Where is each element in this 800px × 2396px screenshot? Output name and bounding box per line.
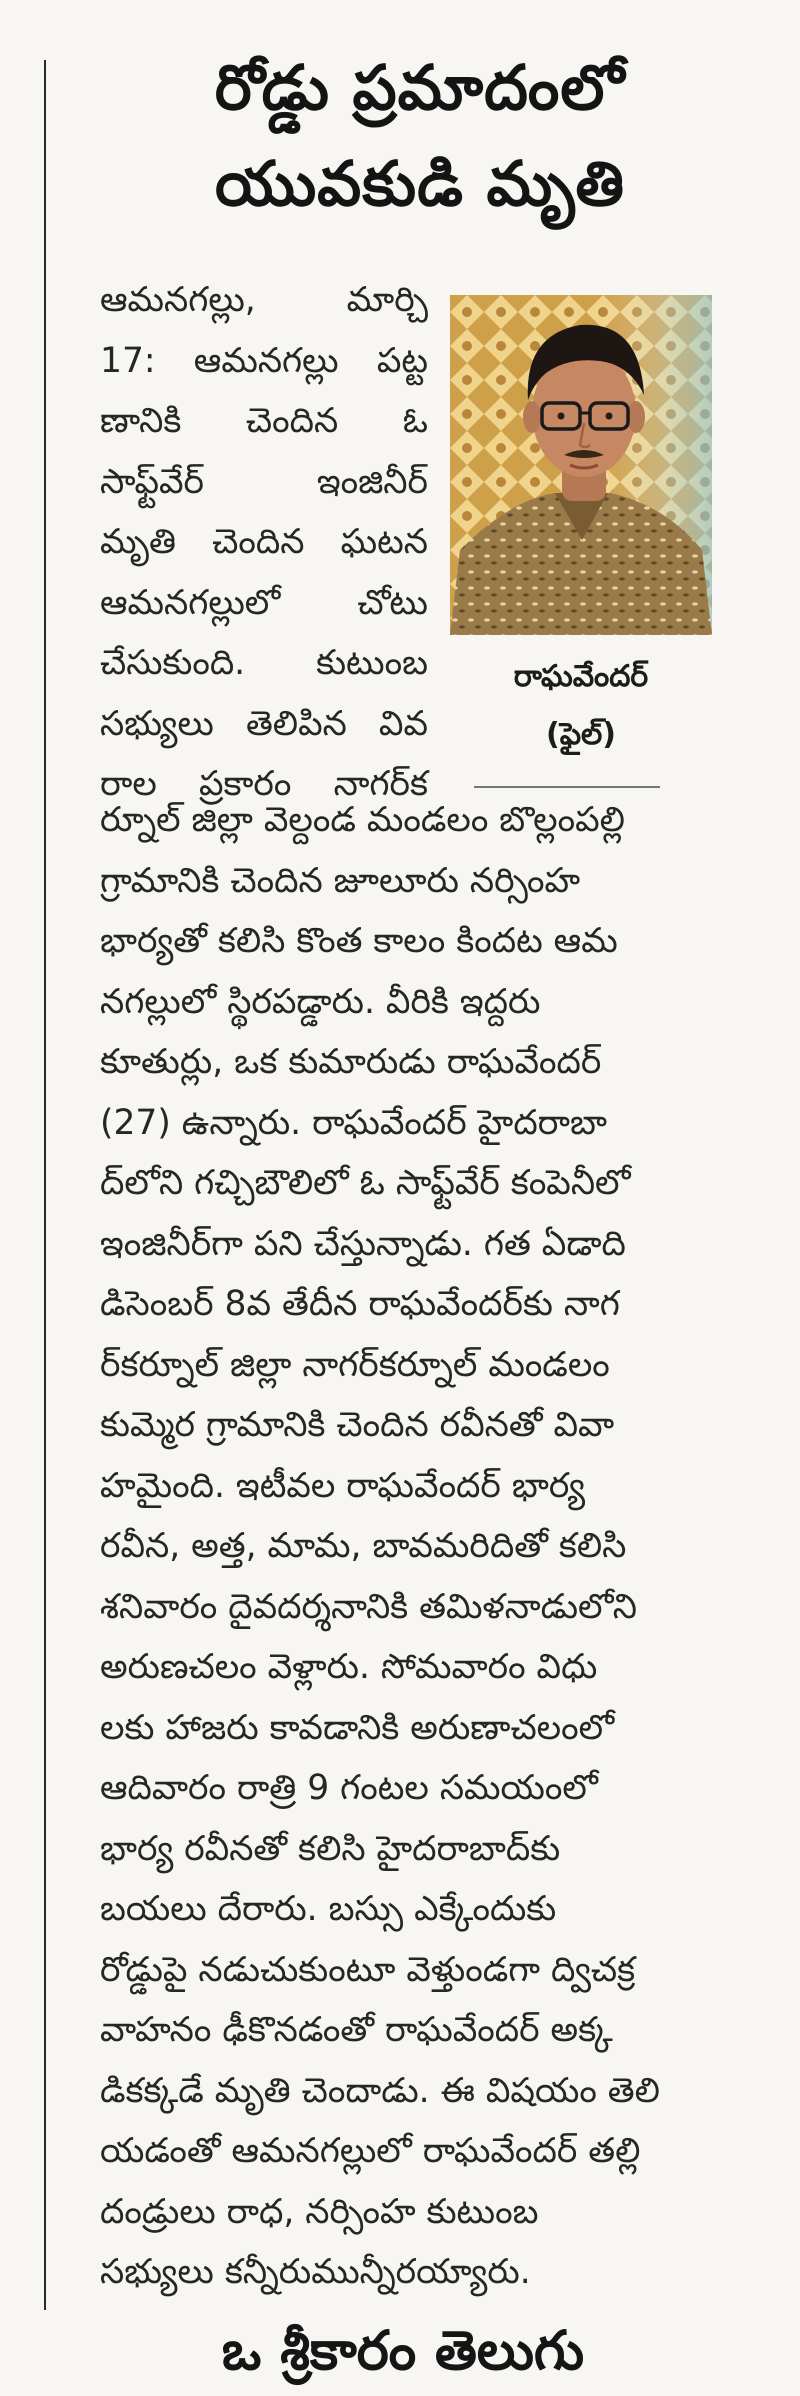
body-line: నగల్లులో స్థిరపడ్డారు. వీరికి ఇద్దరు — [100, 981, 541, 1022]
body-line: డిసెంబర్ 8వ తేదీన రాఘవేందర్‌కు నాగ — [100, 1284, 620, 1324]
body-line: శనివారం దైవదర్శనానికి తమిళనాడులోని — [100, 1586, 637, 1627]
body-line: యడంతో ఆమనగల్లులో రాఘవేందర్ తల్లి — [100, 2131, 641, 2171]
body-line: సభ్యులు తెలిపిన వివ — [100, 703, 428, 744]
body-line: సాఫ్ట్‌వేర్ ఇంజినీర్ — [100, 461, 428, 502]
photo-caption — [450, 648, 712, 764]
caption-name: రాఘవేందర్ — [513, 659, 649, 694]
body-line: కూతుర్లు, ఒక కుమారుడు రాఘవేందర్ — [100, 1042, 602, 1082]
body-line: దండ్రులు రాధ, నర్సింహ కుటుంబ — [100, 2191, 539, 2232]
body-line: రవీన, అత్త, మామ, బావమరిదితో కలిసి — [100, 1526, 627, 1566]
article-body-top — [100, 270, 428, 815]
caption-divider — [474, 786, 660, 788]
body-line: సభ్యులు కన్నీరుమున్నీరయ్యారు. — [100, 2252, 531, 2292]
headline-line-1: రోడ్డు ప్రమాదంలో — [214, 51, 626, 124]
column-rule — [44, 60, 46, 2310]
next-article-title-cutoff: ఒ శ్రీకారం తెలుగు — [221, 2319, 585, 2382]
body-line: భార్య రవీనతో కలిసి హైదరాబాద్‌కు — [100, 1828, 561, 1869]
body-line: రాల ప్రకారం నాగర్‌క — [100, 764, 428, 804]
body-line: గ్రామానికి చెందిన జూలూరు నర్సింహ — [100, 860, 581, 901]
body-line: 17: ఆమనగల్లు పట్ట — [100, 340, 428, 381]
body-line: ఆమనగల్లులో చోటు — [100, 582, 428, 623]
body-line: లకు హాజరు కావడానికి అరుణాచలంలో — [100, 1707, 615, 1748]
body-line: హమైంది. ఇటీవల రాఘవేందర్ భార్య — [100, 1465, 586, 1506]
article-headline — [60, 40, 780, 232]
article-body-bottom — [100, 790, 706, 2303]
body-line: కుమ్మెర గ్రామానికి చెందిన రవీనతో వివా — [100, 1405, 615, 1445]
body-line: డికక్కడే మృతి చెందాడు. ఈ విషయం తెలి — [100, 2070, 660, 2111]
body-line: ఆమనగల్లు, మార్చి — [100, 280, 428, 320]
body-line: చేసుకుంది. కుటుంబ — [100, 643, 428, 683]
body-line: ర్‌కర్నూల్ జిల్లా నాగర్‌కర్నూల్ మండలం — [100, 1344, 610, 1385]
body-line: భార్యతో కలిసి కొంత కాలం కిందట ఆమ — [100, 921, 618, 961]
body-line: (27) ఉన్నారు. రాఘవేందర్ హైదరాబా — [100, 1102, 607, 1143]
victim-photo — [450, 295, 712, 635]
body-line: వాహనం ఢీకొనడంతో రాఘవేందర్ అక్క — [100, 2010, 613, 2050]
headline-line-2: యువకుడి మృతి — [214, 147, 625, 220]
body-line: అరుణచలం వెళ్లారు. సోమవారం విధు — [100, 1647, 598, 1687]
body-line: ఆదివారం రాత్రి 9 గంటల సమయంలో — [100, 1768, 598, 1808]
body-line: రోడ్డుపై నడుచుకుంటూ వెళ్తుండగా ద్విచక్ర — [100, 1949, 636, 1990]
caption-note: (ఫైల్) — [545, 717, 617, 752]
body-line: ఇంజినీర్‌గా పని చేస్తున్నాడు. గత ఏడాది — [100, 1223, 626, 1264]
body-line: మృతి చెందిన ఘటన — [100, 522, 428, 562]
body-line: ర్నూల్ జిల్లా వెల్దండ మండలం బొల్లంపల్లి — [100, 800, 625, 840]
body-line: ద్‌లోని గచ్చిబౌలిలో ఓ సాఫ్ట్‌వేర్ కంపెనీలో — [100, 1163, 631, 1203]
body-line: బయలు దేరారు. బస్సు ఎక్కేందుకు — [100, 1889, 557, 1929]
body-line: ణానికి చెందిన ఓ — [100, 401, 428, 441]
